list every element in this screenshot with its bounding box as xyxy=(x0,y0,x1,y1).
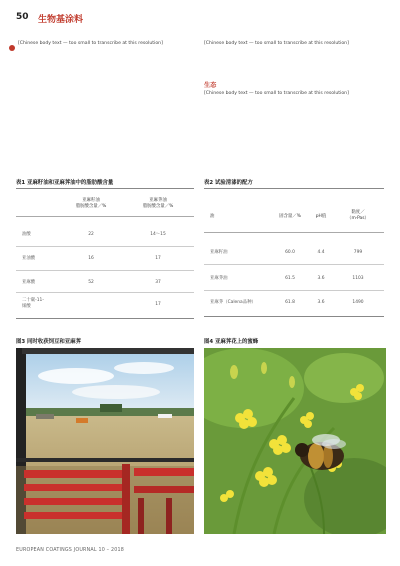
table1-header: 亚麻荠油 脂肪酸含量／% xyxy=(142,198,174,209)
harvest-photo xyxy=(16,348,194,534)
table1-header-rule xyxy=(16,216,194,217)
table2-cell: 1103 xyxy=(352,276,364,281)
table2-cell: 3.6 xyxy=(317,300,325,305)
right-column-text-bottom: [Chinese body text — too small to transcribe at this resolution] xyxy=(204,91,349,96)
table1-cell: 亚麻酸 xyxy=(22,280,36,285)
right-column-text-top: [Chinese body text — too small to transcribe at this resolution] xyxy=(204,41,349,46)
table1-top-rule xyxy=(16,188,194,189)
table2-cell: 4.4 xyxy=(317,250,325,255)
table2-header: pH值 xyxy=(315,214,327,219)
table2-cell: 61.5 xyxy=(285,276,295,281)
left-column-text: [Chinese body text — too small to transcribe at this resolution] xyxy=(18,41,163,46)
journal-footer: EUROPEAN COATINGS JOURNAL 10 – 2018 xyxy=(16,548,124,553)
table2-row-rule xyxy=(204,290,384,291)
table1-caption: 表1 亚麻籽油和亚麻荠油中的脂肪酸含量 xyxy=(16,180,114,186)
table2-cell: 亚麻籽油 xyxy=(210,250,228,255)
table1-cell: 油酸 xyxy=(22,232,31,237)
table2-header: 固含量／% xyxy=(279,214,301,219)
left-margin-marker xyxy=(9,45,15,51)
table1-cell: 亚油酸 xyxy=(22,256,36,261)
table2-caption: 表2 试验清漆的配方 xyxy=(204,180,253,186)
table1-cell: 17 xyxy=(155,302,161,307)
table2-cell: 799 xyxy=(353,250,363,255)
table2-cell: 1490 xyxy=(352,300,364,305)
table2-row-rule xyxy=(204,264,384,265)
table2-header: 油 xyxy=(210,214,215,219)
table2-top-rule xyxy=(204,188,384,189)
section-title: 生物基涂料 xyxy=(38,15,84,25)
table1-row-rule xyxy=(16,246,194,247)
table2-cell: 亚麻荠油 xyxy=(210,276,228,281)
table2-bottom-rule xyxy=(204,316,384,317)
table1-row-rule xyxy=(16,270,194,271)
table1-cell: 52 xyxy=(88,280,94,285)
table2-cell: 亚麻荠（Calena品种） xyxy=(210,300,256,305)
page-header xyxy=(16,12,384,26)
table2-cell: 3.6 xyxy=(317,276,325,281)
table2-cell: 61.8 xyxy=(285,300,295,305)
bee-on-flower-photo xyxy=(204,348,386,534)
table2-cell: 60.0 xyxy=(285,250,295,255)
table1-cell: 37 xyxy=(155,280,161,285)
table1-row-rule xyxy=(16,292,194,293)
table1-bottom-rule xyxy=(16,318,194,319)
table1-cell: 14～15 xyxy=(150,232,166,237)
table1-cell: 17 xyxy=(155,256,161,261)
figure3-caption: 图3 同时收获饲豆和亚麻荠 xyxy=(16,339,81,345)
table1-cell: 16 xyxy=(88,256,94,261)
page-number: 50 xyxy=(16,12,29,22)
table1-cell: 22 xyxy=(88,232,94,237)
table1-header: 亚麻籽油 脂肪酸含量／% xyxy=(75,198,107,209)
table1-cell: 二十碳-11- 烯酸 xyxy=(22,298,44,309)
right-subheading: 生态 xyxy=(204,82,217,89)
table2-header-rule xyxy=(204,232,384,233)
figure4-caption: 图4 亚麻荠花上的蜜蜂 xyxy=(204,339,259,345)
table2-header: 黏度／ （m·Pas） xyxy=(347,210,369,221)
